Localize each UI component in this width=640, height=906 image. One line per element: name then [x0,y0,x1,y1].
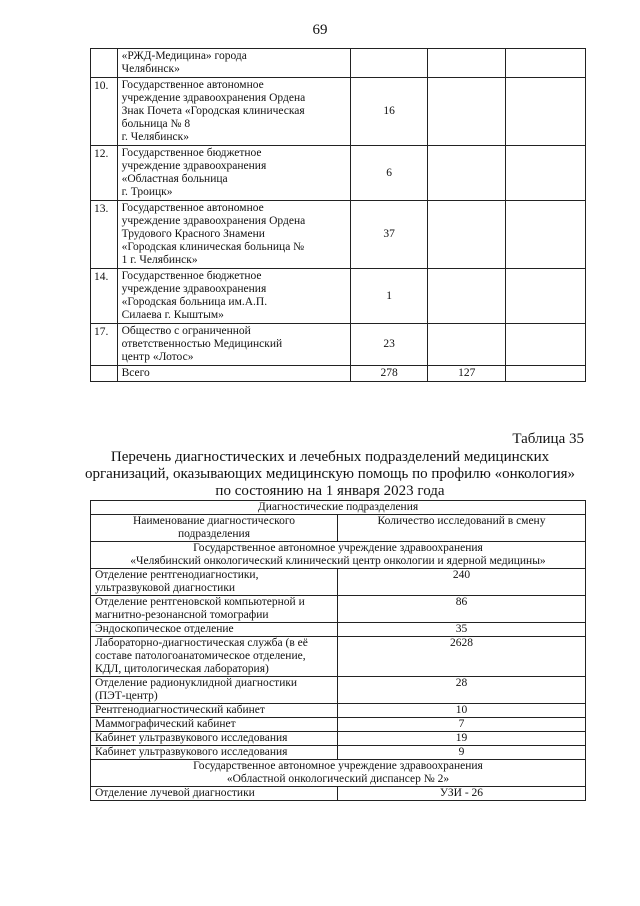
unit-name [91,569,338,596]
unit-name [91,787,338,801]
row-value-2 [428,269,506,324]
name-line: учреждение здравоохранения Ордена [121,92,306,104]
org-line: Государственное автономное учреждение здравоохранения [193,542,483,554]
row-value-2 [428,146,506,201]
unit-count: 86 [338,596,586,623]
table-35-label: Таблица 35 [512,431,584,447]
unit-count: 10 [338,704,586,718]
title-line: Перечень диагностических и лечебных подразделений медицинских [110,449,550,465]
name-line: больница № 8 [121,118,191,130]
unit-name-line: ультразвуковой диагностики [95,582,236,594]
table-row [91,201,586,269]
unit-name-line: КДЛ, цитологическая лаборатория) [95,663,269,675]
unit-count: 2628 [338,637,586,677]
unit-name-line: Лабораторно-диагностическая служба (в её [95,637,308,649]
name-line: Всего [121,367,150,379]
name-line: «Городская клиническая больница № [121,241,305,253]
name-line: Государственное автономное [121,79,264,91]
name-line: Общество с ограниченной [121,325,251,337]
unit-name [91,746,338,760]
row-number [91,49,118,78]
row-name [117,324,350,366]
diagnostic-units-table [90,500,586,801]
table-row [91,677,586,704]
unit-name-line: Маммографический кабинет [95,718,236,730]
unit-count: 19 [338,732,586,746]
name-line: «РЖД-Медицина» города [121,50,247,62]
row-empty [506,324,586,366]
row-value: 16 [350,78,428,146]
section-header: Диагностические подразделения [91,501,586,515]
unit-count: 9 [338,746,586,760]
row-value [350,49,428,78]
unit-name-line: Отделение рентгенодиагностики, [95,569,259,581]
unit-name [91,637,338,677]
org-line: «Челябинский онкологический клинический центр онкологии и ядерной медицины» [130,555,546,567]
name-line: Силаева г. Кыштым» [121,309,224,321]
row-empty [506,269,586,324]
col1-header-line: Наименование диагностического [132,515,296,527]
table-row [91,718,586,732]
unit-name-line: Отделение радионуклидной диагностики [95,677,298,689]
unit-name-line: Отделение лучевой диагностики [95,787,255,799]
row-number: 17. [91,324,118,366]
row-empty [506,78,586,146]
row-value-2: 127 [428,366,506,382]
table-row [91,324,586,366]
unit-name-line: Кабинет ультразвукового исследования [95,732,288,744]
row-number [91,366,118,382]
table-row [91,146,586,201]
table-row [91,366,586,382]
org-line: Государственное автономное учреждение здравоохранения [193,760,483,772]
name-line: центр «Лотос» [121,351,194,363]
name-line: Челябинск» [121,63,180,75]
org-row [91,542,586,569]
title-line: по состоянию на 1 января 2023 года [215,483,445,499]
name-line: учреждение здравоохранения [121,160,267,172]
name-line: г. Троицк» [121,186,173,198]
name-line: учреждение здравоохранения [121,283,267,295]
unit-count: 240 [338,569,586,596]
table-row [91,49,586,78]
table-row [91,596,586,623]
unit-name-line: Отделение рентгеновской компьютерной и [95,596,305,608]
org1-name [91,542,586,569]
name-line: Трудового Красного Знамени [121,228,265,240]
row-empty [506,366,586,382]
table-row [91,746,586,760]
unit-name [91,718,338,732]
column-header-row [91,515,586,542]
table-row [91,787,586,801]
row-name [117,78,350,146]
col1-header [91,515,338,542]
unit-name-line: Эндоскопическое отделение [95,623,234,635]
unit-name-line: составе патологоанатомическое отделение, [95,650,306,662]
name-line: Государственное автономное [121,202,264,214]
row-empty [506,49,586,78]
row-empty [506,146,586,201]
row-value: 6 [350,146,428,201]
name-line: 1 г. Челябинск» [121,254,198,266]
row-number: 10. [91,78,118,146]
row-name [117,201,350,269]
row-value: 37 [350,201,428,269]
unit-name [91,623,338,637]
row-number: 14. [91,269,118,324]
unit-count: УЗИ - 26 [338,787,586,801]
row-value: 278 [350,366,428,382]
row-number: 13. [91,201,118,269]
unit-name [91,704,338,718]
table-row [91,569,586,596]
row-value: 23 [350,324,428,366]
row-name [117,269,350,324]
row-value-2 [428,201,506,269]
page-number: 69 [312,22,328,38]
col1-header-line: подразделения [177,528,250,540]
row-name [117,146,350,201]
col2-header: Количество исследований в смену [338,515,586,542]
row-name [117,49,350,78]
title-line: организаций, оказывающих медицинскую помощь по профилю «онкология» [85,466,575,482]
unit-name [91,732,338,746]
table-row [91,623,586,637]
section-header-row [91,501,586,515]
row-number: 12. [91,146,118,201]
unit-name-line: Кабинет ультразвукового исследования [95,746,288,758]
row-empty [506,201,586,269]
row-name [117,366,350,382]
unit-count: 7 [338,718,586,732]
table-row [91,269,586,324]
unit-name-line: магнитно-резонансной томографии [95,609,269,621]
unit-name-line: Рентгенодиагностический кабинет [95,704,265,716]
name-line: ответственностью Медицинский [121,338,283,350]
table-row [91,78,586,146]
name-line: «Областная больница [121,173,228,185]
name-line: Государственное бюджетное [121,270,262,282]
unit-count: 35 [338,623,586,637]
unit-name [91,677,338,704]
table-35-title [70,449,590,500]
row-value-2 [428,78,506,146]
org2-name [91,760,586,787]
name-line: Государственное бюджетное [121,147,262,159]
unit-name-line: (ПЭТ-центр) [95,690,158,702]
unit-name [91,596,338,623]
hospital-count-table [90,48,586,382]
table-row [91,732,586,746]
table-row [91,637,586,677]
name-line: учреждение здравоохранения Ордена [121,215,306,227]
row-value: 1 [350,269,428,324]
row-value-2 [428,49,506,78]
table-row [91,704,586,718]
name-line: «Городская больница им.А.П. [121,296,268,308]
unit-count: 28 [338,677,586,704]
row-value-2 [428,324,506,366]
org-line: «Областной онкологический диспансер № 2» [226,773,450,785]
name-line: Знак Почета «Городская клиническая [121,105,305,117]
name-line: г. Челябинск» [121,131,189,143]
org-row [91,760,586,787]
